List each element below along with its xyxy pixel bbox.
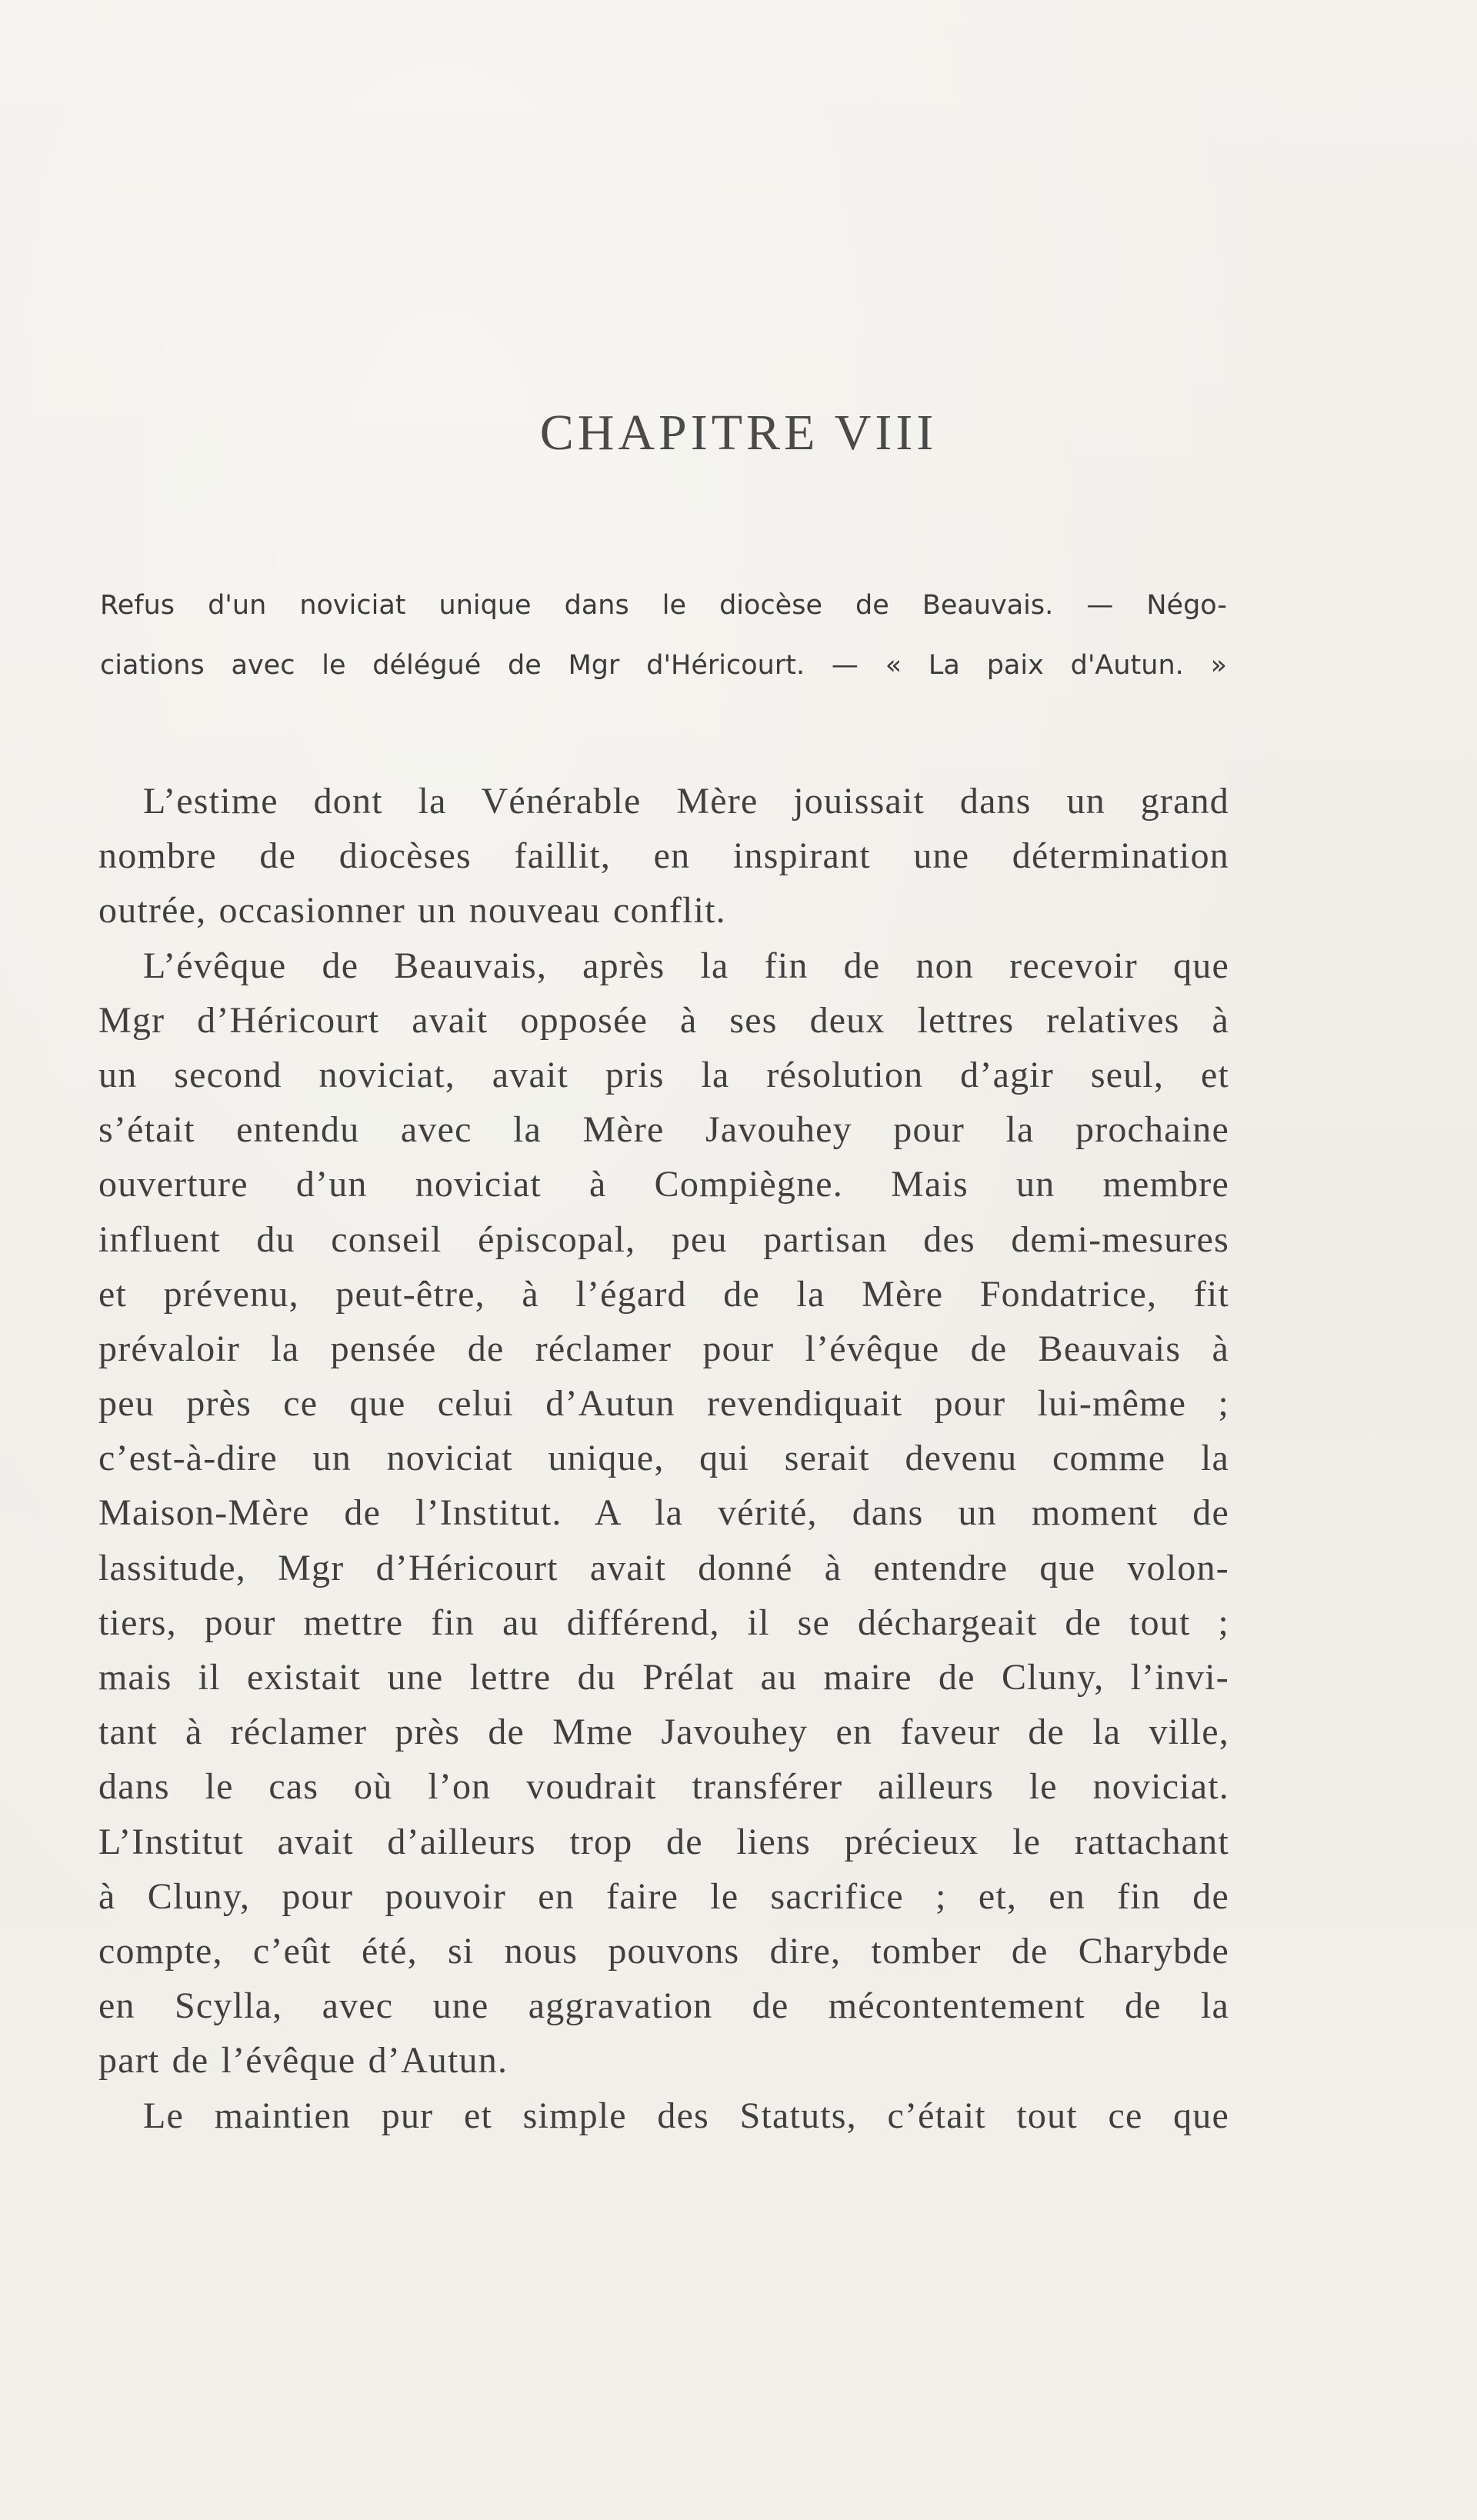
paragraph-line: s’était entendu avec la Mère Javouhey pour la prochaine	[98, 1109, 1229, 1151]
paragraph-line: en Scylla, avec une aggravation de mécontentement de la	[98, 1985, 1229, 2027]
paragraph-line: tant à réclamer près de Mme Javouhey en faveur de la ville,	[98, 1712, 1229, 1753]
paragraph-line: dans le cas où l’on voudrait transférer ailleurs le noviciat.	[98, 1766, 1229, 1808]
paragraph-line: Le maintien pur et simple des Statuts, c’était tout ce que	[143, 2095, 1229, 2136]
paragraph-line: un second noviciat, avait pris la résolution d’agir seul, et	[98, 1054, 1229, 1095]
paragraph-line: L’Institut avait d’ailleurs trop de liens précieux le rattachant	[98, 1821, 1229, 1862]
paragraph-line: à Cluny, pour pouvoir en faire le sacrifice ; et, en fin de	[98, 1875, 1229, 1917]
body-text	[98, 774, 1229, 2143]
summary-line: ciations avec le délégué de Mgr d'Héricourt. — « La paix d'Autun. »	[100, 650, 1227, 681]
paragraph-line: et prévenu, peut-être, à l’égard de la Mère Fondatrice, fit	[98, 1273, 1229, 1315]
paragraph-line: prévaloir la pensée de réclamer pour l’évêque de Beauvais à	[98, 1328, 1229, 1369]
paragraph-line: lassitude, Mgr d’Héricourt avait donné à entendre que volon-	[98, 1547, 1229, 1588]
paragraph-line: L’estime dont la Vénérable Mère jouissait dans un grand	[143, 781, 1229, 822]
paragraph-line: L’évêque de Beauvais, après la fin de non recevoir que	[143, 945, 1229, 986]
paragraph-line: nombre de diocèses faillit, en inspirant une détermination	[98, 835, 1229, 877]
paragraph-line: compte, c’eût été, si nous pouvons dire, tomber de Charybde	[98, 1930, 1229, 1972]
chapter-title: CHAPITRE VIII	[539, 405, 938, 461]
paragraph-line: mais il existait une lettre du Prélat au maire de Cluny, l’invi-	[98, 1657, 1229, 1698]
summary-line: Refus d'un noviciat unique dans le diocèse de Beauvais. — Négo-	[100, 590, 1227, 621]
paragraph-line: influent du conseil épiscopal, peu partisan des demi-mesures	[98, 1218, 1229, 1260]
paragraph-line: part de l’évêque d’Autun.	[98, 2040, 508, 2082]
paragraph-line: peu près ce que celui d’Autun revendiquait pour lui-même ;	[98, 1383, 1229, 1425]
chapter-summary	[100, 575, 1227, 695]
paragraph-line: ouverture d’un noviciat à Compiègne. Mais un membre	[98, 1164, 1229, 1205]
paragraph-line: Mgr d’Héricourt avait opposée à ses deux lettres relatives à	[98, 999, 1229, 1041]
paragraph-line: c’est-à-dire un noviciat unique, qui serait devenu comme la	[98, 1438, 1229, 1479]
paragraph-line: Maison-Mère de l’Institut. A la vérité, dans un moment de	[98, 1492, 1229, 1534]
paragraph-line: tiers, pour mettre fin au différend, il se déchargeait de tout ;	[98, 1602, 1229, 1643]
paragraph-line: outrée, occasionner un nouveau conflit.	[98, 890, 726, 932]
